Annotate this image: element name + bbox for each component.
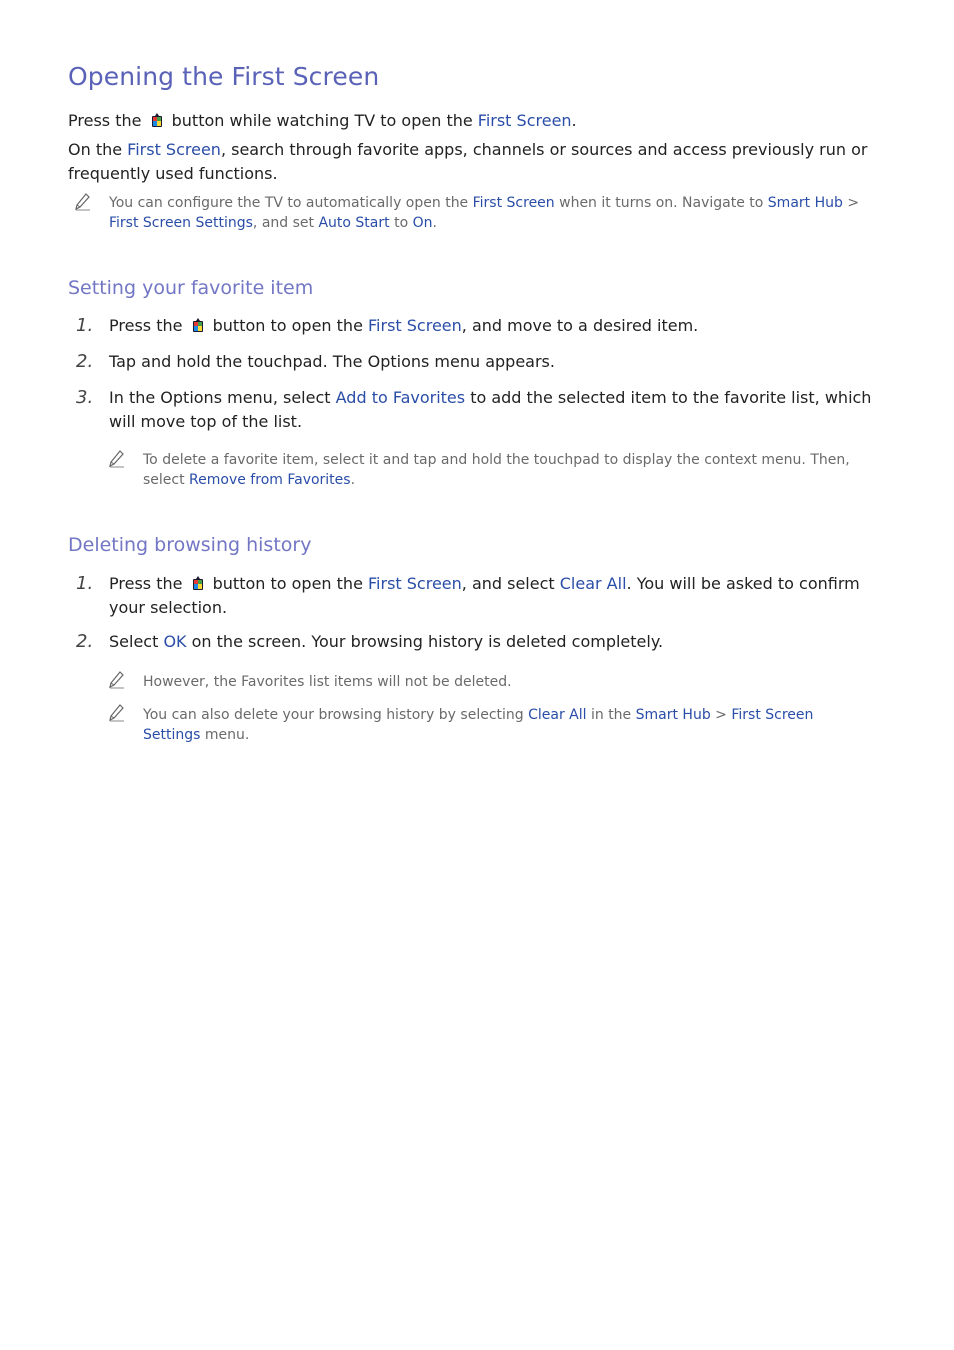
history-note-1: However, the Favorites list items will not be deleted. [143,674,512,690]
intro-paragraph-1: Press the button while watching TV to open the First Screen. [68,111,577,130]
intro-note: You can configure the TV to automatically open the First Screen when it turns on. Navigate to Smart Hub > First Screen Settings, and set Auto Start to On. [109,195,860,231]
page-title: Opening the First Screen [68,62,380,91]
smart-hub-icon [192,318,204,333]
smart-hub-icon [151,113,163,128]
pencil-note-icon [75,193,91,211]
pencil-note-icon [109,450,125,468]
pencil-note-icon [109,671,125,689]
intro-paragraph-2: On the First Screen, search through favorite apps, channels or sources and access previously run or frequently used functions. [68,140,868,183]
pencil-note-icon [109,704,125,722]
history-note-2: You can also delete your browsing history by selecting Clear All in the Smart Hub > First Screen Settings menu. [143,707,814,743]
favorite-note: To delete a favorite item, select it and tap and hold the touchpad to display the context menu. Then, select Remove from Favorites. [143,452,850,488]
smart-hub-icon [192,576,204,591]
section-heading-browsing-history: Deleting browsing history [68,534,312,556]
section-heading-favorite-item: Setting your favorite item [68,277,314,299]
